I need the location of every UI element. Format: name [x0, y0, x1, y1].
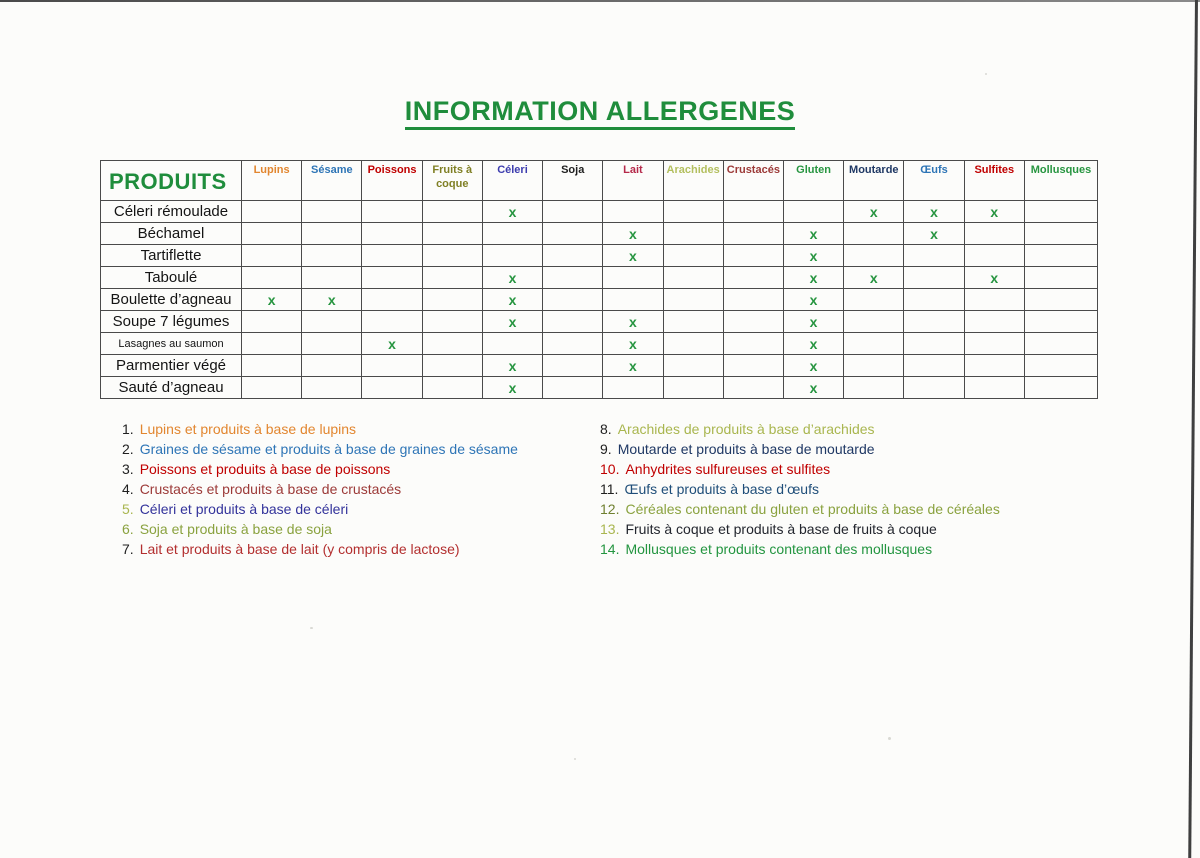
- allergen-mark: x: [482, 289, 542, 311]
- empty-cell: [302, 201, 362, 223]
- empty-cell: [723, 333, 783, 355]
- empty-cell: [723, 201, 783, 223]
- legend-item-text: Œufs et produits à base d’œufs: [624, 481, 819, 497]
- empty-cell: [543, 333, 603, 355]
- empty-cell: [844, 333, 904, 355]
- empty-cell: [422, 245, 482, 267]
- allergen-mark: x: [482, 377, 542, 399]
- empty-cell: [302, 245, 362, 267]
- legend-item-text: Crustacés et produits à base de crustacés: [139, 481, 402, 497]
- column-header-soja: Soja: [543, 161, 603, 201]
- empty-cell: [302, 377, 362, 399]
- legend-item-text: Lupins et produits à base de lupins: [139, 421, 357, 437]
- legend-item-number: 11.: [600, 481, 619, 497]
- legend-item-number: 6.: [122, 521, 134, 537]
- empty-cell: [422, 289, 482, 311]
- allergen-mark: x: [844, 267, 904, 289]
- legend-item-number: 14.: [600, 541, 620, 557]
- allergen-mark: x: [783, 245, 843, 267]
- legend-item-text: Fruits à coque et produits à base de fruits à coque: [625, 521, 937, 537]
- empty-cell: [723, 223, 783, 245]
- legend-item-text: Mollusques et produits contenant des mollusques: [625, 541, 933, 557]
- products-header: PRODUITS: [101, 161, 242, 201]
- empty-cell: [362, 267, 422, 289]
- legend-item: [122, 499, 518, 519]
- empty-cell: [904, 377, 964, 399]
- product-name: Taboulé: [101, 267, 242, 289]
- empty-cell: [603, 289, 663, 311]
- table-row-soupe-7-legumes: [101, 311, 1098, 333]
- legend-item: [600, 459, 1000, 479]
- empty-cell: [723, 289, 783, 311]
- empty-cell: [543, 223, 603, 245]
- empty-cell: [1025, 377, 1098, 399]
- allergen-mark: x: [844, 201, 904, 223]
- legend-item-number: 2.: [122, 441, 134, 457]
- allergen-table: [100, 160, 1098, 399]
- empty-cell: [723, 245, 783, 267]
- empty-cell: [1025, 223, 1098, 245]
- table-header-row: [101, 161, 1098, 201]
- legend-item: [122, 479, 518, 499]
- allergen-mark: x: [362, 333, 422, 355]
- empty-cell: [1025, 245, 1098, 267]
- legend-item: [122, 419, 518, 439]
- empty-cell: [844, 355, 904, 377]
- empty-cell: [783, 201, 843, 223]
- allergen-mark: x: [964, 267, 1024, 289]
- empty-cell: [964, 245, 1024, 267]
- legend-item-text: Anhydrites sulfureuses et sulfites: [625, 461, 831, 477]
- empty-cell: [422, 377, 482, 399]
- legend-item-number: 5.: [122, 501, 134, 517]
- empty-cell: [302, 355, 362, 377]
- scan-edge-top: [0, 0, 1200, 2]
- empty-cell: [904, 355, 964, 377]
- product-name: Lasagnes au saumon: [101, 333, 242, 355]
- table-row-parmentier-vege: [101, 355, 1098, 377]
- empty-cell: [482, 223, 542, 245]
- allergen-mark: x: [964, 201, 1024, 223]
- legend-item-text: Graines de sésame et produits à base de graines de sésame: [139, 441, 518, 457]
- product-name: Béchamel: [101, 223, 242, 245]
- empty-cell: [904, 289, 964, 311]
- legend-item-text: Soja et produits à base de soja: [139, 521, 332, 537]
- legend-item: [600, 439, 1000, 459]
- empty-cell: [302, 267, 362, 289]
- empty-cell: [723, 377, 783, 399]
- legend-item: [600, 479, 1000, 499]
- empty-cell: [904, 245, 964, 267]
- column-header-moutarde: Moutarde: [844, 161, 904, 201]
- allergen-mark: x: [904, 201, 964, 223]
- product-name: Soupe 7 légumes: [101, 311, 242, 333]
- empty-cell: [663, 267, 723, 289]
- empty-cell: [964, 333, 1024, 355]
- empty-cell: [362, 223, 422, 245]
- table-row-tartiflette: [101, 245, 1098, 267]
- product-name: Boulette d’agneau: [101, 289, 242, 311]
- empty-cell: [964, 289, 1024, 311]
- allergen-mark: x: [783, 355, 843, 377]
- column-header-crustaces: Crustacés: [723, 161, 783, 201]
- allergen-mark: x: [783, 311, 843, 333]
- empty-cell: [422, 333, 482, 355]
- product-name: Sauté d’agneau: [101, 377, 242, 399]
- legend-item-number: 1.: [122, 421, 134, 437]
- column-header-lait: Lait: [603, 161, 663, 201]
- table-row-saute-d-agneau: [101, 377, 1098, 399]
- allergen-mark: x: [603, 355, 663, 377]
- column-header-sulfites: Sulfites: [964, 161, 1024, 201]
- allergen-mark: x: [783, 377, 843, 399]
- empty-cell: [302, 333, 362, 355]
- legend-item-text: Arachides de produits à base d’arachides: [617, 421, 875, 437]
- empty-cell: [422, 355, 482, 377]
- empty-cell: [422, 201, 482, 223]
- table-row-taboule: [101, 267, 1098, 289]
- legend-item-number: 3.: [122, 461, 134, 477]
- legend-item-number: 13.: [600, 521, 620, 537]
- empty-cell: [543, 267, 603, 289]
- empty-cell: [603, 201, 663, 223]
- empty-cell: [422, 267, 482, 289]
- empty-cell: [663, 355, 723, 377]
- page-title: INFORMATION ALLERGENES: [0, 96, 1200, 127]
- empty-cell: [1025, 355, 1098, 377]
- empty-cell: [663, 201, 723, 223]
- empty-cell: [663, 377, 723, 399]
- column-header-ufs: Œufs: [904, 161, 964, 201]
- legend-item: [600, 499, 1000, 519]
- empty-cell: [362, 289, 422, 311]
- column-header-poissons: Poissons: [362, 161, 422, 201]
- empty-cell: [242, 377, 302, 399]
- legend-left-column: [122, 419, 518, 559]
- empty-cell: [422, 311, 482, 333]
- empty-cell: [663, 311, 723, 333]
- empty-cell: [1025, 289, 1098, 311]
- allergen-mark: x: [482, 201, 542, 223]
- product-name: Parmentier végé: [101, 355, 242, 377]
- legend-item-number: 9.: [600, 441, 612, 457]
- empty-cell: [904, 267, 964, 289]
- empty-cell: [1025, 333, 1098, 355]
- empty-cell: [904, 333, 964, 355]
- empty-cell: [1025, 267, 1098, 289]
- allergen-mark: x: [783, 267, 843, 289]
- legend-item-text: Céleri et produits à base de céleri: [139, 501, 349, 517]
- legend-item: [122, 539, 518, 559]
- empty-cell: [904, 311, 964, 333]
- empty-cell: [362, 201, 422, 223]
- legend-item: [600, 519, 1000, 539]
- empty-cell: [482, 245, 542, 267]
- legend-item-text: Céréales contenant du gluten et produits à base de céréales: [625, 501, 1000, 517]
- column-header-arachides: Arachides: [663, 161, 723, 201]
- scan-speck: [574, 758, 576, 760]
- empty-cell: [844, 289, 904, 311]
- legend-right-column: [600, 419, 1000, 559]
- empty-cell: [242, 201, 302, 223]
- empty-cell: [1025, 311, 1098, 333]
- legend-item-number: 7.: [122, 541, 134, 557]
- legend-item: [122, 459, 518, 479]
- scan-speck: [310, 627, 313, 629]
- legend-item: [122, 519, 518, 539]
- allergen-mark: x: [783, 223, 843, 245]
- allergen-mark: x: [242, 289, 302, 311]
- empty-cell: [242, 311, 302, 333]
- allergen-mark: x: [783, 289, 843, 311]
- allergen-mark: x: [482, 267, 542, 289]
- allergen-mark: x: [603, 333, 663, 355]
- table-row-boulette-d-agneau: [101, 289, 1098, 311]
- empty-cell: [964, 377, 1024, 399]
- empty-cell: [482, 333, 542, 355]
- allergen-mark: x: [302, 289, 362, 311]
- empty-cell: [1025, 201, 1098, 223]
- legend-item-number: 12.: [600, 501, 620, 517]
- empty-cell: [663, 223, 723, 245]
- empty-cell: [422, 223, 482, 245]
- empty-cell: [723, 311, 783, 333]
- legend-item-text: Poissons et produits à base de poissons: [139, 461, 391, 477]
- column-header-mollusques: Mollusques: [1025, 161, 1098, 201]
- scan-speck: [888, 737, 891, 740]
- table-row-lasagnes-au-saumon: [101, 333, 1098, 355]
- column-header-fruits-a-coque: Fruits à coque: [422, 161, 482, 201]
- allergen-mark: x: [482, 355, 542, 377]
- empty-cell: [242, 245, 302, 267]
- scan-speck: [985, 73, 987, 75]
- empty-cell: [723, 267, 783, 289]
- empty-cell: [242, 355, 302, 377]
- empty-cell: [844, 223, 904, 245]
- allergen-mark: x: [603, 311, 663, 333]
- legend-item: [600, 419, 1000, 439]
- allergen-mark: x: [603, 223, 663, 245]
- empty-cell: [302, 311, 362, 333]
- empty-cell: [663, 289, 723, 311]
- empty-cell: [362, 377, 422, 399]
- empty-cell: [663, 245, 723, 267]
- legend-item: [600, 539, 1000, 559]
- empty-cell: [964, 223, 1024, 245]
- empty-cell: [362, 311, 422, 333]
- empty-cell: [362, 355, 422, 377]
- empty-cell: [844, 311, 904, 333]
- empty-cell: [844, 377, 904, 399]
- product-name: Tartiflette: [101, 245, 242, 267]
- empty-cell: [242, 223, 302, 245]
- empty-cell: [242, 267, 302, 289]
- empty-cell: [302, 223, 362, 245]
- empty-cell: [242, 333, 302, 355]
- empty-cell: [543, 377, 603, 399]
- empty-cell: [543, 245, 603, 267]
- product-name: Céleri rémoulade: [101, 201, 242, 223]
- empty-cell: [603, 267, 663, 289]
- allergen-mark: x: [783, 333, 843, 355]
- empty-cell: [362, 245, 422, 267]
- legend-item: [122, 439, 518, 459]
- allergen-mark: x: [603, 245, 663, 267]
- allergen-mark: x: [482, 311, 542, 333]
- empty-cell: [964, 355, 1024, 377]
- empty-cell: [543, 201, 603, 223]
- legend-item-number: 8.: [600, 421, 612, 437]
- legend-item-text: Moutarde et produits à base de moutarde: [617, 441, 875, 457]
- empty-cell: [723, 355, 783, 377]
- table-row-celeri-remoulade: [101, 201, 1098, 223]
- column-header-sesame: Sésame: [302, 161, 362, 201]
- empty-cell: [964, 311, 1024, 333]
- scan-edge-right: [1188, 0, 1198, 858]
- allergen-mark: x: [904, 223, 964, 245]
- empty-cell: [663, 333, 723, 355]
- legend-item-number: 4.: [122, 481, 134, 497]
- empty-cell: [543, 289, 603, 311]
- table-row-bechamel: [101, 223, 1098, 245]
- column-header-gluten: Gluten: [783, 161, 843, 201]
- empty-cell: [603, 377, 663, 399]
- empty-cell: [844, 245, 904, 267]
- empty-cell: [543, 355, 603, 377]
- legend-item-number: 10.: [600, 461, 620, 477]
- column-header-celeri: Céleri: [482, 161, 542, 201]
- column-header-lupins: Lupins: [242, 161, 302, 201]
- empty-cell: [543, 311, 603, 333]
- legend-item-text: Lait et produits à base de lait (y compris de lactose): [139, 541, 460, 557]
